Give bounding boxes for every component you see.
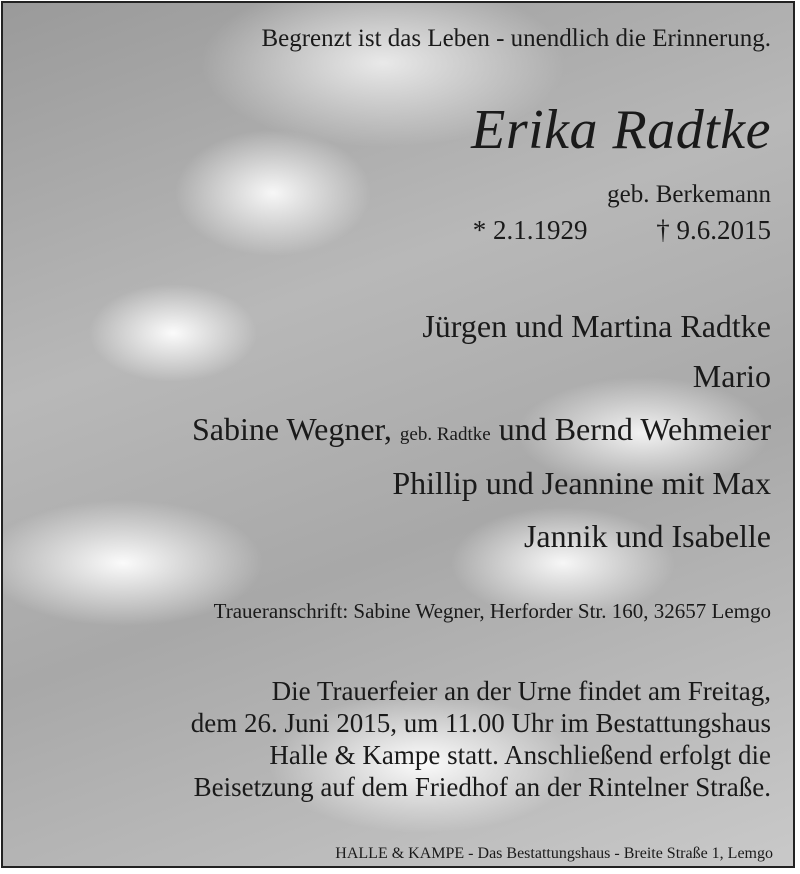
family-rest: und Bernd Wehmeier <box>498 411 771 447</box>
family-name: Sabine Wegner, <box>191 411 392 447</box>
birth-date: * 2.1.1929 <box>472 215 588 245</box>
family-note: geb. Radtke <box>399 424 491 445</box>
death-date: † 9.6.2015 <box>656 215 771 245</box>
obituary-card <box>1 1 795 868</box>
life-dates <box>473 215 771 246</box>
maiden-name: geb. Berkemann <box>607 181 771 208</box>
motto: Begrenzt ist das Leben - unendlich die Erinnerung. <box>261 25 771 52</box>
mourning-address: Traueranschrift: Sabine Wegner, Herforder Str. 160, 32657 Lemgo <box>213 599 771 623</box>
notice-line: Die Trauerfeier an der Urne findet am Freitag, <box>271 676 771 706</box>
family-line: Jürgen und Martina Radtke <box>422 308 771 344</box>
family-line: Jannik und Isabelle <box>523 518 771 554</box>
notice-line: dem 26. Juni 2015, um 11.00 Uhr im Bestattungshaus <box>190 708 771 738</box>
family-line: Phillip und Jeannine mit Max <box>392 465 771 501</box>
funeral-home-footer: HALLE & KAMPE - Das Bestattungshaus - Breite Straße 1, Lemgo <box>335 845 773 862</box>
deceased-name: Erika Radtke <box>471 99 771 161</box>
notice-line: Halle & Kampe statt. Anschließend erfolgt die <box>269 740 771 770</box>
family-line <box>192 411 771 448</box>
family-line: Mario <box>692 358 771 394</box>
notice-line: Beisetzung auf dem Friedhof an der Rintelner Straße. <box>193 772 771 802</box>
funeral-notice <box>191 675 771 803</box>
